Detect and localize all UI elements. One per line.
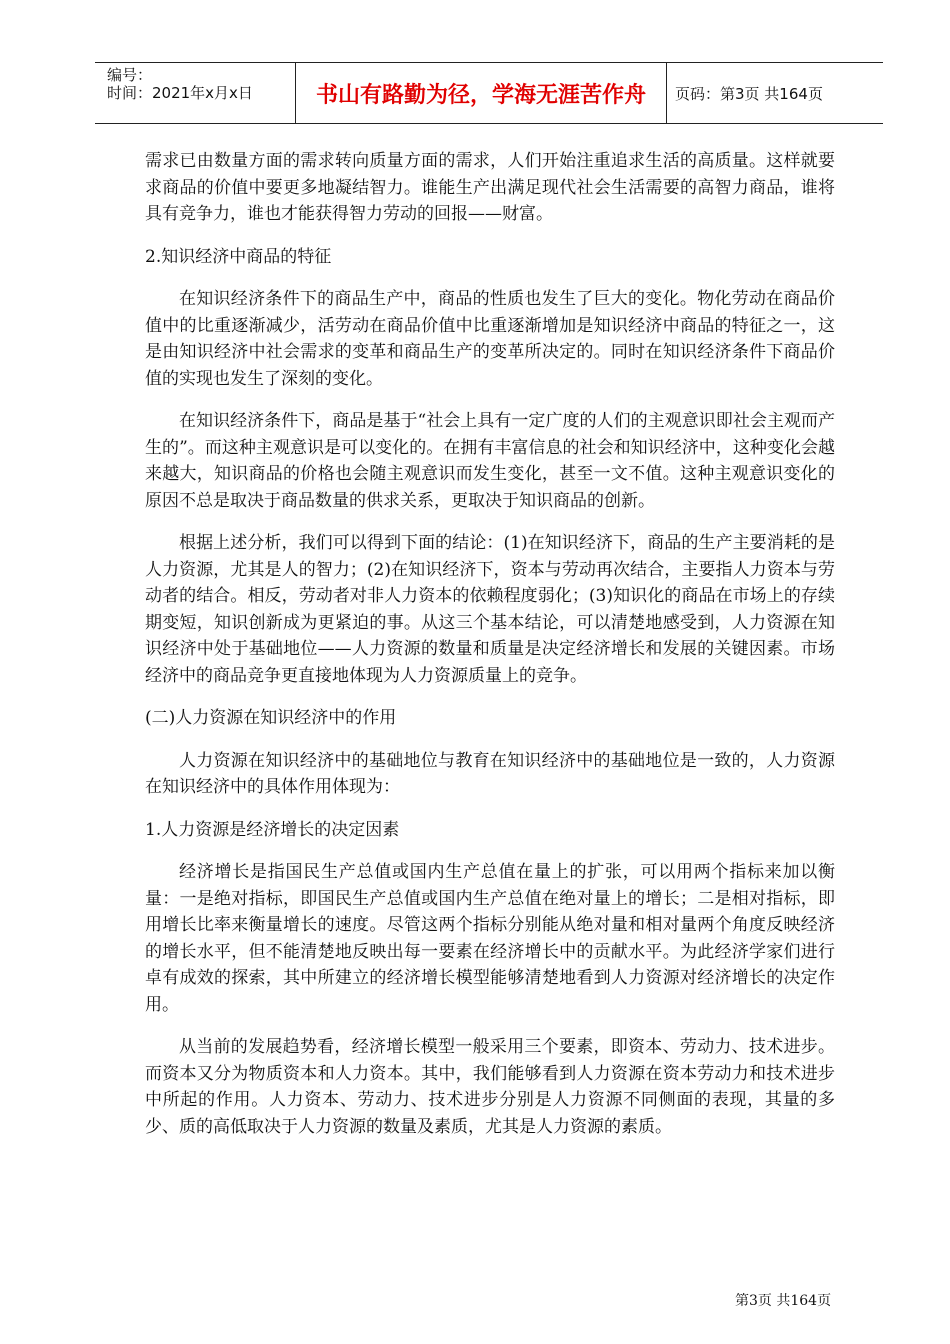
- paragraph: 在知识经济条件下，商品是基于“社会上具有一定广度的人们的主观意识即社会主观而产生的”。而这种主观意识是可以变化的。在拥有丰富信息的社会和知识经济中，这种变化会越来越大，知识商品的价格也会随主观意识而发生变化，甚至一文不值。这种主观意识变化的原因不总是取决于商品数量的供求关系，更取决于知识商品的创新。: [145, 411, 835, 511]
- page-header: [95, 62, 883, 124]
- header-motto: 书山有路勤为径，学海无涯苦作舟: [296, 63, 667, 123]
- section-heading: 2.知识经济中商品的特征: [145, 246, 332, 267]
- section-heading: (二)人力资源在知识经济中的作用: [145, 708, 397, 728]
- header-page-label: 页码：第3页 共164页: [675, 84, 823, 103]
- section-heading: 1.人力资源是经济增长的决定因素: [145, 819, 400, 840]
- number-label: 编号：: [107, 66, 153, 84]
- paragraph: 人力资源在知识经济中的基础地位与教育在知识经济中的基础地位是一致的，人力资源在知识经济中的具体作用体现为：: [145, 750, 835, 797]
- paragraph: 经济增长是指国民生产总值或国内生产总值在量上的扩张，可以用两个指标来加以衡量：一是绝对指标，即国民生产总值或国内生产总值在绝对量上的增长；二是相对指标，即用增长比率来衡量增长的速度。尽管这两个指标分别能从绝对量和相对量两个角度反映经济的增长水平，但不能清楚地反映出每一要素在经济增长中的贡献水平。为此经济学家们进行卓有成效的探索，其中所建立的经济增长模型能够清楚地看到人力资源对经济增长的决定作用。: [145, 862, 835, 1015]
- document-body: [145, 148, 835, 1156]
- paragraph: 在知识经济条件下的商品生产中，商品的性质也发生了巨大的变化。物化劳动在商品价值中的比重逐渐减少，活劳动在商品价值中比重逐渐增加是知识经济中商品的特征之一，这是由知识经济中社会需求的变革和商品生产的变革所决定的。同时在知识经济条件下商品价值的实现也发生了深刻的变化。: [145, 289, 835, 389]
- header-meta: [95, 63, 296, 123]
- paragraph: 根据上述分析，我们可以得到下面的结论：(1)在知识经济下，商品的生产主要消耗的是人力资源，尤其是人的智力；(2)在知识经济下，资本与劳动再次结合，主要指人力资本与劳动者的结合。相反，劳动者对非人力资本的依赖程度弱化；(3)知识化的商品在市场上的存续期变短，知识创新成为更紧迫的事。从这三个基本结论，可以清楚地感受到，人力资源在知识经济中处于基础地位——人力资源的数量和质量是决定经济增长和发展的关键因素。市场经济中的商品竞争更直接地体现为人力资源质量上的竞争。: [145, 533, 835, 686]
- page-footer: 第3页 共164页: [735, 1293, 832, 1309]
- paragraph: 从当前的发展趋势看，经济增长模型一般采用三个要素，即资本、劳动力、技术进步。而资本又分为物质资本和人力资本。其中，我们能够看到人力资源在资本劳动力和技术进步中所起的作用。人力资本、劳动力、技术进步分别是人力资源不同侧面的表现，其量的多少、质的高低取决于人力资源的数量及素质，尤其是人力资源的素质。: [145, 1037, 835, 1137]
- paragraph: 需求已由数量方面的需求转向质量方面的需求，人们开始注重追求生活的高质量。这样就要求商品的价值中要更多地凝结智力。谁能生产出满足现代社会生活需要的高智力商品，谁将具有竞争力，谁也才能获得智力劳动的回报——财富。: [145, 151, 835, 224]
- time-label: 时间：2021年x月x日: [107, 84, 253, 102]
